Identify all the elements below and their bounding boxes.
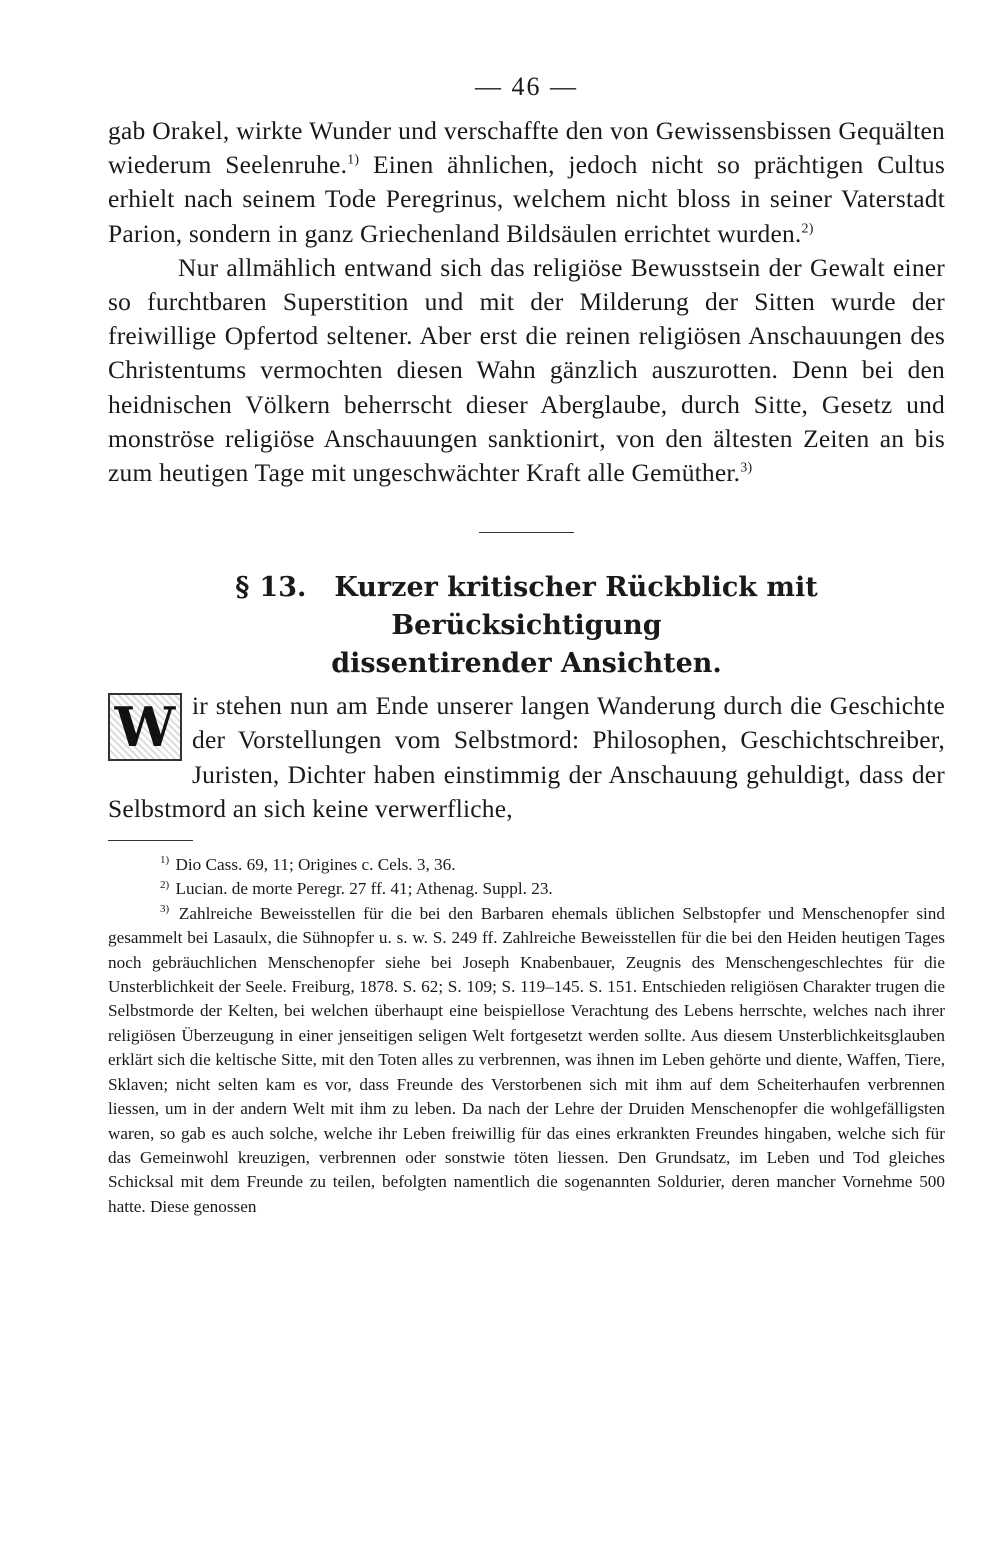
footnote-text: Zahlreiche Beweisstellen für die bei den Barbaren ehemals üblichen Selbstopfer und Menschenopfer sind gesammelt bei Lasaulx, die Sühnopfer u. s. w. S. 249 ff. Zahlreiche Beweisstellen für die bei den Heiden heutigen Tages noch gebräuchlichen Menschenopfer siehe bei Joseph Knabenbauer, Zeugnis des Menschengeschlechtes für die Unsterblichkeit der Seele. Freiburg, 1878. S. 62; S. 109; S. 119–145. S. 151. Entschieden religiösen Charakter trugen die Selbstmorde der Kelten, bei welchen überhaupt eine beispiellose Verachtung des Lebens herrschte, welches nach ihrer religiösen Überzeugung in einer jenseitigen seligen Welt fortgesetzt werden sollte. Aus diesem Unsterblichkeitsglauben erklärt sich die keltische Sitte, mit den Toten alles zu verbrennen, was ihnen im Leben gehörte und diente, Waffen, Tiere, Sklaven; nicht selten kam es vor, dass Freunde des Verstorbenen sich mit ihm auf dem Scheiterhaufen verbrennen liessen, um in der andern Welt mit ihm zu leben. Da nach der Lehre der Druiden Menschenopfer die wohlgefälligsten waren, so gab es auch solche, welche ihr Leben freiwillig für das eines erkrankten Freundes hingaben, welche sich für das Gemeinwohl kreuzigen, verbrennen oder sonstwie töten liessen. Den Grundsatz, im Leben und Tod gleiches Schicksal mit dem Freunde zu teilen, befolgten namentlich die sogenannten Soldurier, deren mancher Vornehme 500 hatte. Diese genossen	[108, 903, 945, 1216]
section-heading	[108, 569, 945, 683]
paragraph	[108, 251, 945, 490]
footnote-text: Dio Cass. 69, 11; Origines c. Cels. 3, 36.	[175, 855, 456, 875]
footnote-mark: 3)	[160, 903, 170, 916]
decorated-initial	[108, 693, 182, 761]
document-page	[108, 70, 945, 1219]
footnotes	[108, 853, 945, 1219]
paragraph-text: gab Orakel, wirkte Wunder und verschaffte den von Gewissensbissen Gequälten wiederum Seelenruhe.	[108, 116, 945, 180]
footnote-mark: 1)	[160, 854, 170, 867]
paragraph-continuation	[108, 114, 945, 251]
footnote	[108, 877, 945, 901]
paragraph-with-initial	[108, 689, 945, 826]
section-number: 13.	[259, 572, 307, 604]
section-sign: §	[235, 572, 250, 604]
section-divider	[479, 532, 574, 533]
footnote-reference: 2)	[801, 221, 814, 237]
section-title: Kurzer kritischer Rückblick mit Berücksichtigung	[334, 572, 818, 642]
paragraph-text: Nur allmählich entwand sich das religiöse Bewusstsein der Gewalt einer so furchtbaren Superstition und mit der Milderung der Sitten wurde der freiwillige Opfertod seltener. Aber erst die reinen religiösen Anschauungen des Christentums vermochten diesen Wahn gänzlich auszurotten. Denn bei den heidnischen Völkern beherrscht dieser Aberglaube, durch Sitte, Gesetz und monströse religiöse Anschauungen sanktionirt, von den ältesten Zeiten an bis zum heutigen Tage mit ungeschwächter Kraft alle Gemüther.	[108, 252, 945, 488]
paragraph-text: Einen ähnlichen, jedoch nicht so prächtigen Cultus erhielt nach seinem Tode Peregrinus, welchem nicht bloss in seiner Vaterstadt Parion, sondern in ganz Griechenland Bildsäulen errichtet wurden.	[108, 150, 945, 248]
footnote-reference: 3)	[740, 460, 753, 476]
page-number: — 46 —	[475, 72, 578, 101]
initial-letter: W	[114, 695, 176, 760]
footnote	[108, 853, 945, 877]
heading-line-2: dissentirender Ansichten.	[331, 648, 722, 680]
footnote-mark: 2)	[160, 878, 170, 891]
footnote-reference: 1)	[347, 152, 360, 168]
footnote-text: Lucian. de morte Peregr. 27 ff. 41; Athenag. Suppl. 23.	[175, 879, 553, 899]
heading-line-1	[108, 569, 945, 645]
footnote	[108, 902, 945, 1219]
footnote-divider	[108, 840, 193, 841]
paragraph-text: ir stehen nun am Ende unserer langen Wanderung durch die Geschichte der Vorstellungen vom Selbstmord: Philosophen, Geschichtschreiber, Juristen, Dichter haben einstimmig der Anschauung gehuldigt, dass der Selbstmord an sich keine verwerfliche,	[108, 691, 945, 823]
